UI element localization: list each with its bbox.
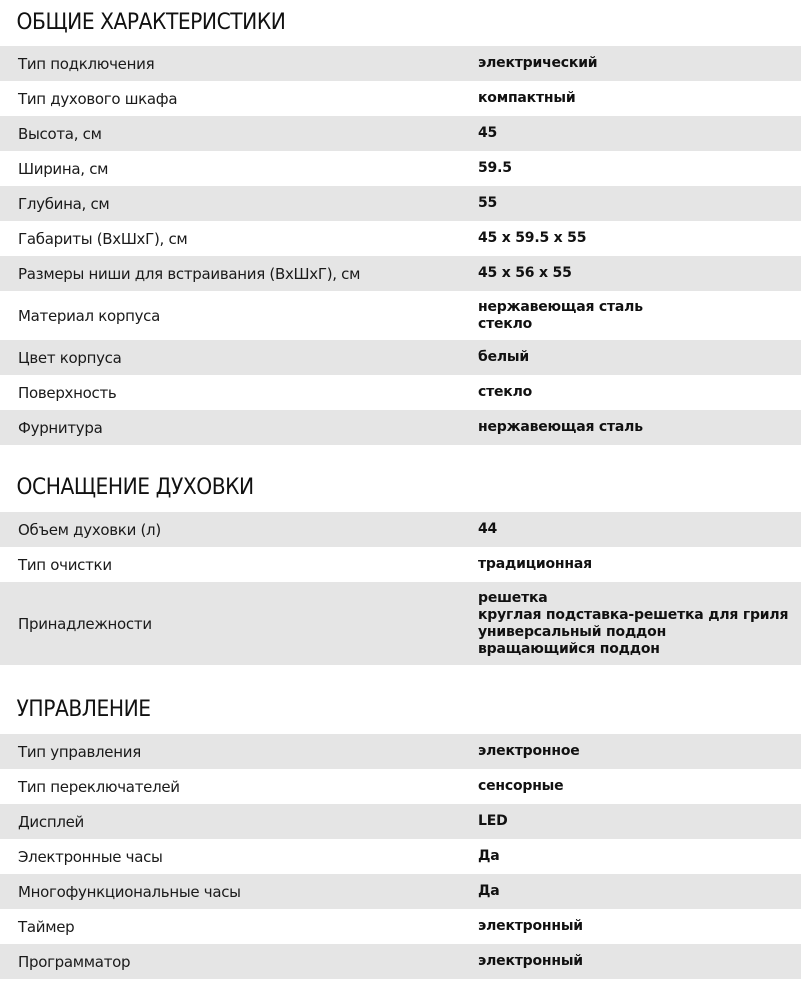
spec-row xyxy=(0,512,801,547)
spec-value-line: 45 x 56 x 55 xyxy=(478,265,572,281)
section-general xyxy=(0,0,801,445)
spec-value-line: 45 x 59.5 x 55 xyxy=(478,230,587,246)
spec-value-line: белый xyxy=(478,349,529,365)
spec-label: Цвет корпуса xyxy=(18,348,122,367)
spec-value-line: 44 xyxy=(478,521,498,537)
spec-label: Тип переключателей xyxy=(18,777,180,796)
spec-row xyxy=(0,839,801,874)
spec-value xyxy=(460,743,801,760)
spec-value-line: нержавеющая сталь xyxy=(478,298,643,315)
spec-label: Программатор xyxy=(18,952,131,971)
spec-value xyxy=(460,299,801,333)
spec-value xyxy=(460,384,801,401)
spec-value-line: вращающийся поддон xyxy=(478,640,660,657)
spec-value-line: электронное xyxy=(478,743,580,759)
spec-value xyxy=(460,556,801,573)
spec-value-line: стекло xyxy=(478,315,533,332)
spec-value xyxy=(460,521,801,538)
spec-value xyxy=(460,918,801,935)
spec-label: Материал корпуса xyxy=(18,306,160,325)
spec-label: Таймер xyxy=(18,917,75,936)
spec-value-line: электронный xyxy=(478,918,583,934)
spec-row xyxy=(0,221,801,256)
spec-row xyxy=(0,375,801,410)
section-title: ОБЩИЕ ХАРАКТЕРИСТИКИ xyxy=(16,10,286,35)
spec-label: Глубина, см xyxy=(18,194,110,213)
spec-label: Дисплей xyxy=(18,812,84,831)
spec-value-line: традиционная xyxy=(478,556,592,572)
spec-value-line: круглая подставка-решетка для гриля xyxy=(478,606,789,623)
spec-value-line: нержавеющая сталь xyxy=(478,419,643,435)
spec-value-line: сенсорные xyxy=(478,778,564,794)
spec-value xyxy=(460,848,801,865)
spec-row xyxy=(0,734,801,769)
spec-value xyxy=(460,90,801,107)
spec-label: Тип управления xyxy=(18,742,141,761)
spec-label: Электронные часы xyxy=(18,847,163,866)
spec-label: Размеры ниши для встраивания (ВхШхГ), см xyxy=(18,264,361,283)
spec-value-line: 45 xyxy=(478,125,498,141)
spec-row xyxy=(0,46,801,81)
spec-value-line: 55 xyxy=(478,195,498,211)
spec-value-line: стекло xyxy=(478,384,533,400)
spec-row xyxy=(0,874,801,909)
spec-row xyxy=(0,944,801,979)
spec-row xyxy=(0,340,801,375)
spec-label: Тип очистки xyxy=(18,555,112,574)
spec-row xyxy=(0,256,801,291)
spec-row xyxy=(0,547,801,582)
section-title: УПРАВЛЕНИЕ xyxy=(16,697,151,722)
spec-row xyxy=(0,804,801,839)
spec-value xyxy=(460,419,801,436)
spec-value xyxy=(460,265,801,282)
spec-value-line: решетка xyxy=(478,589,548,606)
spec-value xyxy=(460,55,801,72)
spec-value xyxy=(460,953,801,970)
spec-table xyxy=(0,46,801,445)
spec-value-line: LED xyxy=(478,813,508,829)
spec-value xyxy=(460,883,801,900)
spec-value-line: универсальный поддон xyxy=(478,623,667,640)
spec-row xyxy=(0,291,801,340)
spec-row xyxy=(0,81,801,116)
spec-value xyxy=(460,813,801,830)
spec-label: Фурнитура xyxy=(18,418,103,437)
spec-table xyxy=(0,512,801,665)
spec-row xyxy=(0,769,801,804)
spec-row xyxy=(0,151,801,186)
spec-value xyxy=(460,590,801,658)
spec-label: Тип духового шкафа xyxy=(18,89,178,108)
spec-label: Принадлежности xyxy=(18,614,152,633)
spec-label: Многофункциональные часы xyxy=(18,882,241,901)
spec-value-line: Да xyxy=(478,883,500,899)
spec-value-line: компактный xyxy=(478,90,576,106)
spec-label: Ширина, см xyxy=(18,159,109,178)
spec-value xyxy=(460,778,801,795)
spec-value-line: электрический xyxy=(478,55,598,71)
section-title: ОСНАЩЕНИЕ ДУХОВКИ xyxy=(16,475,254,500)
spec-row xyxy=(0,186,801,221)
spec-value-line: 59.5 xyxy=(478,160,512,176)
spec-value xyxy=(460,125,801,142)
spec-table xyxy=(0,734,801,979)
spec-row xyxy=(0,909,801,944)
spec-row xyxy=(0,582,801,665)
spec-value xyxy=(460,160,801,177)
spec-row xyxy=(0,410,801,445)
spec-value xyxy=(460,349,801,366)
spec-row xyxy=(0,116,801,151)
spec-label: Поверхность xyxy=(18,383,117,402)
section-oven-equipment xyxy=(0,464,801,665)
spec-label: Тип подключения xyxy=(18,54,155,73)
spec-label: Габариты (ВхШхГ), см xyxy=(18,229,188,248)
spec-value-line: электронный xyxy=(478,953,583,969)
spec-value xyxy=(460,195,801,212)
spec-label: Высота, см xyxy=(18,124,102,143)
spec-value-line: Да xyxy=(478,848,500,864)
section-controls xyxy=(0,686,801,979)
spec-value xyxy=(460,230,801,247)
spec-label: Объем духовки (л) xyxy=(18,520,161,539)
